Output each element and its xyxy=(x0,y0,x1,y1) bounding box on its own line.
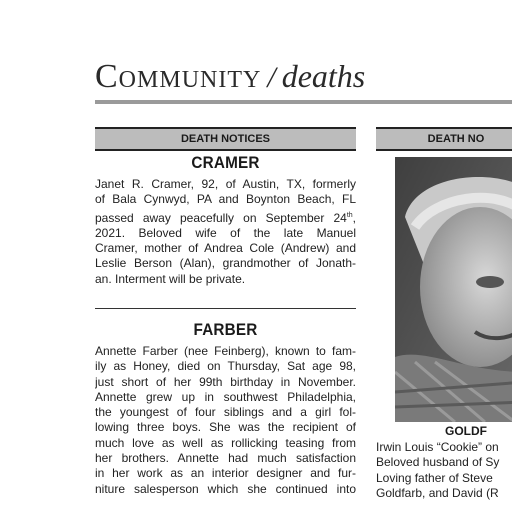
notice-body-cramer xyxy=(95,177,356,287)
notice-line: Cramer, mother of Andrea Cole (Andrew) and xyxy=(95,241,356,256)
section-title: Community xyxy=(95,58,262,95)
ordinal-suffix: th xyxy=(346,211,353,219)
section-subtitle: deaths xyxy=(281,58,366,94)
death-notices-header-left: DEATH NOTICES xyxy=(95,127,356,151)
notice-line: Beloved husband of Sy xyxy=(376,455,500,470)
section-header xyxy=(95,58,512,98)
notice-line: Goldfarb, and David (R xyxy=(376,485,499,500)
notice-line: passed away peacefully on September 24th, xyxy=(95,210,356,225)
notice-line: Janet R. Cramer, 92, of Austin, TX, formerly xyxy=(95,177,356,191)
header-rule xyxy=(95,100,512,104)
notice-line: 2021. Beloved wife of the late Manuel xyxy=(95,225,356,240)
notice-line: Irwin Louis “Cookie” on xyxy=(376,440,499,454)
notice-name-cramer: CRAMER xyxy=(191,153,260,172)
notice-line: just short of her 99th birthday in November. xyxy=(95,374,356,389)
notice-line: Annette Farber (nee Feinberg), known to fam- xyxy=(95,344,356,358)
notice-line: an. Interment will be private. xyxy=(95,271,246,286)
notice-line: her brothers. Annette had much satisfaction xyxy=(95,451,356,466)
notice-line: the youngest of four siblings and a girl fol- xyxy=(95,405,356,420)
death-notices-header-right: DEATH NO xyxy=(376,127,512,151)
title-separator: / xyxy=(267,61,276,94)
notice-line: in her work as an interior designer and fur- xyxy=(95,466,356,481)
notice-name-goldfarb: GOLDF xyxy=(445,424,487,438)
notice-line: ily as Honey, died on Thursday, Sat age 98, xyxy=(95,359,356,374)
notice-line: niture salesperson which she continued into xyxy=(95,481,356,496)
notice-line: of Bala Cynwyd, PA and Boynton Beach, FL xyxy=(95,192,356,207)
notice-line: much love as well as rollicking teasing from xyxy=(95,435,356,450)
portrait-image xyxy=(395,157,512,422)
notice-line: lowing three boys. She was the recipient of xyxy=(95,420,356,435)
notice-body-goldfarb xyxy=(376,440,512,501)
notice-line: Loving father of Steve xyxy=(376,470,493,485)
notice-name-farber: FARBER xyxy=(193,320,258,339)
notice-body-farber xyxy=(95,344,356,497)
notice-line-text: passed away peacefully on September 24 xyxy=(95,210,347,225)
notice-divider xyxy=(95,308,356,309)
obituary-photo xyxy=(395,157,512,422)
notice-line: Annette grew up in southwest Philadelphia, xyxy=(95,389,356,404)
notice-line: Leslie Berson (Alan), grandmother of Jonath- xyxy=(95,256,356,271)
